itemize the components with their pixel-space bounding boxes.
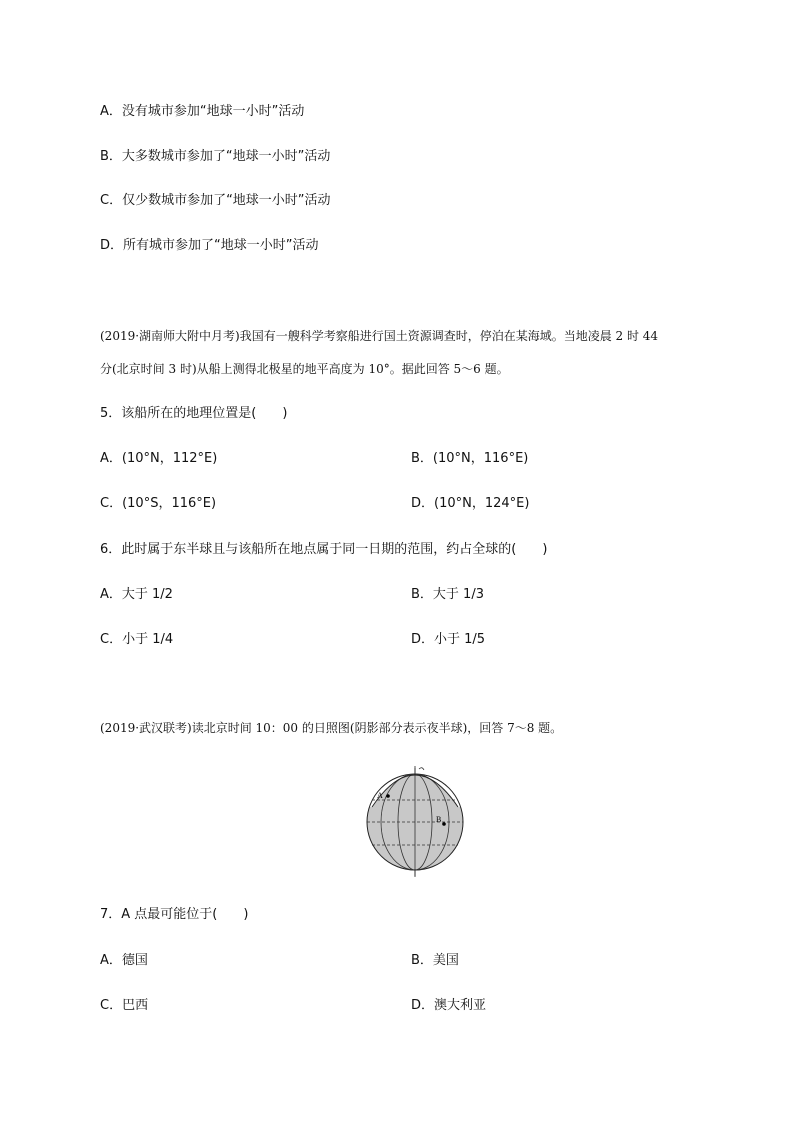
q6-stem: 6．此时属于东半球且与该船所在地点属于同一日期的范围，约占全球的( ): [100, 542, 548, 557]
q7-option-a: A．德国: [100, 953, 148, 968]
q6-option-d: D．小于 1/5: [411, 632, 486, 647]
label-b: B: [436, 815, 442, 824]
q7-option-c: C．巴西: [100, 998, 149, 1013]
rotation-arrow: [419, 768, 424, 770]
q7-stem: 7．A 点最可能位于( ): [100, 907, 249, 922]
point-a: [386, 794, 390, 798]
q4-option-c: C．仅少数城市参加了“地球一小时”活动: [100, 193, 331, 208]
illumination-diagram: [362, 765, 468, 877]
q5-option-d: D．(10°N，124°E): [411, 496, 530, 511]
illumination-diagram-svg: [362, 765, 468, 877]
passage-1: [100, 320, 722, 386]
passage-2-text: (2019·武汉联考)读北京时间 10：00 的日照图(阴影部分表示夜半球)，回答 7～8 题。: [100, 721, 563, 735]
q5-option-b: B．(10°N，116°E): [411, 451, 529, 466]
q4-option-b: B．大多数城市参加了“地球一小时”活动: [100, 149, 331, 164]
q6-option-c: C．小于 1/4: [100, 632, 174, 647]
passage-1-line-1: (2019·湖南师大附中月考)我国有一艘科学考察船进行国土资源调查时，停泊在某海域。当地凌晨 2 时 44: [100, 329, 659, 343]
q4-option-d: D．所有城市参加了“地球一小时”活动: [100, 238, 319, 253]
q5-option-a: A．(10°N，112°E): [100, 451, 218, 466]
q7-option-d: D．澳大利亚: [411, 998, 487, 1013]
point-b: [442, 822, 446, 826]
passage-1-line-2: 分(北京时间 3 时)从船上测得北极星的地平高度为 10°。据此回答 5～6 题。: [100, 362, 509, 376]
q6-option-a: A．大于 1/2: [100, 587, 173, 602]
q4-option-a: A．没有城市参加“地球一小时”活动: [100, 104, 305, 119]
q5-option-c: C．(10°S，116°E): [100, 496, 217, 511]
q5-stem: 5．该船所在的地理位置是( ): [100, 406, 288, 421]
label-a: A: [377, 791, 383, 800]
passage-2: [100, 712, 722, 745]
q7-option-b: B．美国: [411, 953, 459, 968]
q6-option-b: B．大于 1/3: [411, 587, 484, 602]
